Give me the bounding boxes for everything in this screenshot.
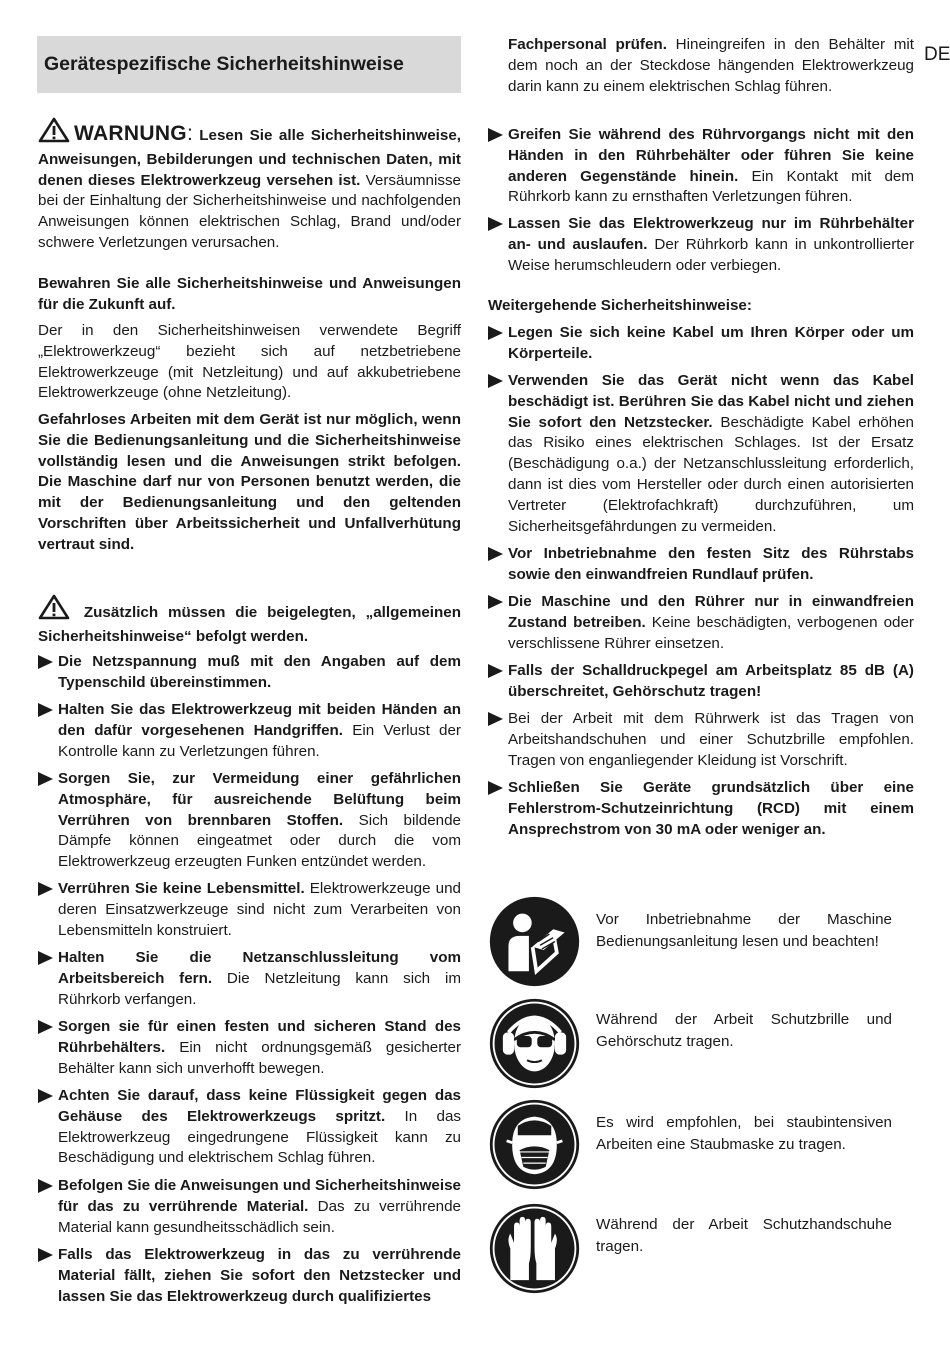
goggles-ear-protection-icon xyxy=(488,997,581,1090)
list-item: Sorgen Sie, zur Vermeidung einer gefährlichen Atmosphäre, für ausreichende Belüftung beim Verrühren von brennbaren Stoffen. Sich bildende Dämpfe können eingeatmet oder durch die vom Elektrowerkzeug erzeugten Funken entzündet werden. xyxy=(38,769,461,873)
bullet-arrow-icon xyxy=(38,951,53,965)
list-item: Schließen Sie Geräte grundsätzlich über eine Fehlerstrom-Schutzeinrichtung (RCD) mit einem Ansprechstrom von 30 mA oder weniger an. xyxy=(488,778,914,840)
bullet-arrow-icon xyxy=(38,772,53,786)
list-item: Halten Sie die Netzanschlussleitung vom Arbeitsbereich fern. Die Netzleitung kann sich im Rührkorb verfangen. xyxy=(38,948,461,1010)
dust-mask-icon xyxy=(488,1098,581,1191)
sign-text: Während der Arbeit Schutzbrille und Gehörschutz tragen. xyxy=(596,1011,892,1050)
bullet-arrow-icon xyxy=(38,1179,53,1193)
bullet-arrow-icon xyxy=(488,128,503,142)
warning-paragraph xyxy=(38,117,461,254)
further-heading xyxy=(488,296,914,317)
additional-notice xyxy=(38,594,461,648)
bullet-arrow-icon xyxy=(488,547,503,561)
list-item: Lassen Sie das Elektrowerkzeug nur im Rührbehälter an- und auslaufen. Der Rührkorb kann in unkontrollierter Weise herumschleudern oder verbiegen. xyxy=(488,214,914,276)
list-item: Legen Sie sich keine Kabel um Ihren Körper oder um Körperteile. xyxy=(488,323,914,365)
further-heading-text: Weitergehende Sicherheitshinweise: xyxy=(488,297,752,314)
continuation-paragraph xyxy=(488,35,914,97)
gloves-icon xyxy=(488,1202,581,1295)
list-item: Greifen Sie während des Rührvorgangs nicht mit den Händen in den Rührbehälter oder führen Sie keine anderen Gegenstände hinein. Ein Kontakt mit dem Rührkorb kann zu ernsthaften Verletzungen führen. xyxy=(488,125,914,208)
section-heading: Gerätespezifische Sicherheitshinweise xyxy=(44,53,404,75)
continuation-bold: Fachpersonal prüfen. xyxy=(508,36,667,53)
warning-bold-text: Lesen Sie alle Sicherheitshinweise, Anweisungen, Bebilderungen und technischen Daten, mit denen dieses Elektrowerkzeug versehen ist. xyxy=(38,127,461,189)
bullet-arrow-icon xyxy=(488,595,503,609)
bullet-arrow-icon xyxy=(488,712,503,726)
warning-triangle-icon xyxy=(38,117,70,150)
keep-instructions xyxy=(38,274,461,316)
bullet-arrow-icon xyxy=(38,882,53,896)
safe-work-paragraph xyxy=(38,410,461,556)
sign-text: Vor Inbetriebnahme der Maschine Bedienungsanleitung lesen und beachten! xyxy=(596,911,892,950)
list-item: Falls das Elektrowerkzeug in das zu verrührende Material fällt, ziehen Sie sofort den Netzstecker und lassen Sie das Elektrowerkzeug durch qualifiziertes xyxy=(38,1245,461,1307)
bullet-arrow-icon xyxy=(38,703,53,717)
bullet-arrow-icon xyxy=(488,374,503,388)
term-definition xyxy=(38,321,461,404)
sign-text: Es wird empfohlen, bei staubintensiven Arbeiten eine Staubmaske zu tragen. xyxy=(596,1114,892,1153)
bullet-arrow-icon xyxy=(38,1089,53,1103)
keep-instructions-text: Bewahren Sie alle Sicherheitshinweise und Anweisungen für die Zukunft auf. xyxy=(38,275,461,313)
list-item: Achten Sie darauf, dass keine Flüssigkeit gegen das Gehäuse des Elektrowerkzeugs spritzt. In das Elektrowerkzeug eingedrungene Flüssigkeit kann zu Beschädigung und elektrischem Schlag führen. xyxy=(38,1086,461,1169)
warning-colon: : xyxy=(186,122,193,145)
list-item: Verwenden Sie das Gerät nicht wenn das Kabel beschädigt ist. Berühren Sie das Kabel nicht und ziehen Sie sofort den Netzstecker. Beschädigte Kabel erhöhen das Risiko eines elektrischen Schlages. Ist der Ersatz (Beschädigung o.a.) der Netzanschlussleitung erforderlich, dann ist dies vom Hersteller oder durch einen autorisierten Vertreter (Elektrofachkraft) durchzuführen, um Sicherheitsgefährdungen zu vermeiden. xyxy=(488,371,914,537)
list-item: Halten Sie das Elektrowerkzeug mit beiden Händen an den dafür vorgesehenen Handgriffen. Ein Verlust der Kontrolle kann zu Verletzungen führen. xyxy=(38,700,461,762)
bullet-arrow-icon xyxy=(488,326,503,340)
list-item: Verrühren Sie keine Lebensmittel. Elektrowerkzeuge und deren Einsatzwerkzeuge sind nicht zum Verarbeiten von Lebensmitteln konstruiert. xyxy=(38,879,461,941)
language-tag: DE xyxy=(924,44,950,65)
list-item: Vor Inbetriebnahme den festen Sitz des Rührstabs sowie den einwandfreien Rundlauf prüfen. xyxy=(488,544,914,586)
read-manual-icon xyxy=(488,895,581,988)
list-item: Die Maschine und den Rührer nur in einwandfreien Zustand betreiben. Keine beschädigten, verbogenen oder verschlissene Rührer einsetzen. xyxy=(488,592,914,654)
bullet-arrow-icon xyxy=(488,217,503,231)
warning-text: Versäumnisse bei der Einhaltung der Sicherheitshinweise und nachfolgenden Anweisungen können elektrischen Schlag, Brand und/oder schwere Verletzungen verursachen. xyxy=(38,171,461,251)
safe-work-text: Gefahrloses Arbeiten mit dem Gerät ist nur möglich, wenn Sie die Bedienungsanleitung und die Sicherheitshinweise vollständig lesen und die Anweisungen strikt befolgen. Die Maschine darf nur von Personen benutzt werden, die mit der Bedienungsanleitung und den geltenden Vorschriften über Arbeitssicherheit und Unfallverhütung vertraut sind. xyxy=(38,411,461,553)
sign-text: Während der Arbeit Schutzhandschuhe tragen. xyxy=(596,1216,892,1255)
bullet-arrow-icon xyxy=(38,1248,53,1262)
term-definition-text: Der in den Sicherheitshinweisen verwendete Begriff „Elektrowerkzeug“ bezieht sich auf netzbetriebene Elektrowerkzeuge (mit Netzleitung) und auf akkubetriebene Elektrowerkzeuge (ohne Netzleitung). xyxy=(38,322,461,402)
additional-notice-text: Zusätzlich müssen die beigelegten, „allgemeinen Sicherheitshinweise“ befolgt werden. xyxy=(38,604,461,645)
warning-word: WARNUNG xyxy=(74,122,187,145)
list-item: Die Netzspannung muß mit den Angaben auf dem Typenschild übereinstimmen. xyxy=(38,652,461,694)
list-item: Bei der Arbeit mit dem Rührwerk ist das Tragen von Arbeitshandschuhen und einer Schutzbrille empfohlen. Tragen von enganliegender Kleidung ist Vorschrift. xyxy=(488,709,914,771)
list-item: Befolgen Sie die Anweisungen und Sicherheitshinweise für das zu verrührende Material. Das zu verrührende Material kann gesundheitsschädlich sein. xyxy=(38,1176,461,1238)
bullet-arrow-icon xyxy=(488,664,503,678)
bullet-arrow-icon xyxy=(38,655,53,669)
bullet-arrow-icon xyxy=(488,781,503,795)
continuation-text: Hineingreifen in den Behälter mit dem noch an der Steckdose hängenden Elektrowerkzeug darin kann zu einem elektrischen Schlag führen. xyxy=(508,36,914,95)
section-heading-box xyxy=(37,36,461,93)
list-item: Falls der Schalldruckpegel am Arbeitsplatz 85 dB (A) überschreitet, Gehörschutz tragen! xyxy=(488,661,914,703)
list-item: Sorgen sie für einen festen und sicheren Stand des Rührbehälters. Ein nicht ordnungsgemäß gesicherter Behälter kann sich unverhofft bewegen. xyxy=(38,1017,461,1079)
warning-triangle-icon xyxy=(38,594,70,627)
bullet-arrow-icon xyxy=(38,1020,53,1034)
